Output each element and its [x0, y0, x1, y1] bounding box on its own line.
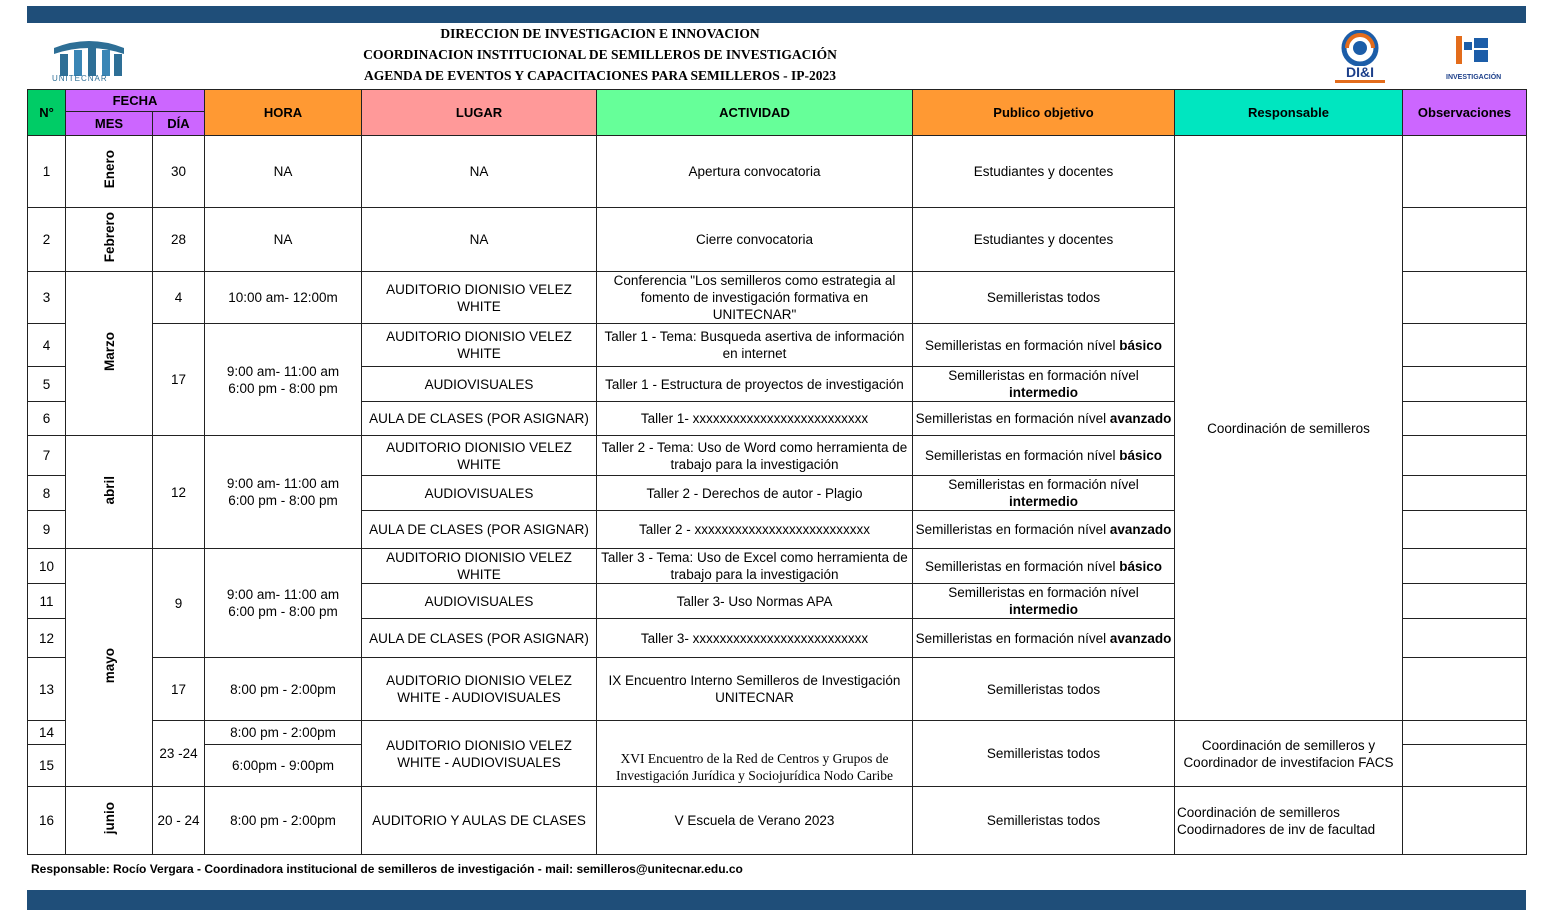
unitecnar-logo [50, 36, 128, 86]
row-num: 4 [28, 324, 66, 367]
row-observaciones [1403, 745, 1527, 787]
month-label: junio [101, 802, 117, 835]
row-hora-1: 9:00 am- 11:00 am [226, 476, 340, 491]
row-publico: Semilleristas en formación nível [915, 522, 1110, 537]
col-dia: DÍA [153, 112, 205, 136]
row-responsable: Coordinación de semilleros y Coordinador de investifacion FACS [1175, 721, 1403, 787]
row-observaciones [1403, 511, 1527, 549]
col-publico: Publico objetivo [913, 90, 1175, 136]
row-observaciones [1403, 436, 1527, 476]
row-observaciones [1403, 208, 1527, 272]
row-num: 15 [28, 745, 66, 787]
row-lugar: AUDIOVISUALES [362, 584, 597, 619]
row-actividad: Taller 1 - Estructura de proyectos de investigación [597, 367, 913, 402]
row-hora-2: 6:00 pm - 8:00 pm [228, 604, 338, 619]
row-hora: 8:00 pm - 2:00pm [205, 787, 362, 855]
row-actividad: Apertura convocatoria [597, 136, 913, 208]
row-observaciones [1403, 549, 1527, 584]
row-responsable-1: Coordinación de semilleros [1177, 804, 1340, 820]
row-lugar: AUDITORIO DIONISIO VELEZ WHITE [362, 549, 597, 584]
row-num: 11 [28, 584, 66, 619]
row-num: 12 [28, 619, 66, 658]
row-dia: 9 [153, 549, 205, 658]
row-dia: 28 [153, 208, 205, 272]
row-num: 10 [28, 549, 66, 584]
row-actividad: Taller 3 - Tema: Uso de Excel como herramienta de trabajo para la investigación [597, 549, 913, 584]
row-num: 16 [28, 787, 66, 855]
row-dia: 30 [153, 136, 205, 208]
row-lugar: AULA DE CLASES (POR ASIGNAR) [362, 402, 597, 436]
row-dia: 4 [153, 272, 205, 324]
row-num: 6 [28, 402, 66, 436]
row-actividad: V Escuela de Verano 2023 [597, 787, 913, 855]
row-observaciones [1403, 272, 1527, 324]
row-lugar: NA [362, 208, 597, 272]
row-num: 5 [28, 367, 66, 402]
row-lugar: AUDITORIO DIONISIO VELEZ WHITE [362, 324, 597, 367]
row-actividad: Taller 2 - Tema: Uso de Word como herramienta de trabajo para la investigación [597, 436, 913, 476]
row-observaciones [1403, 136, 1527, 208]
row-lugar: NA [362, 136, 597, 208]
row-publico: Semilleristas todos [913, 721, 1175, 787]
row-num: 14 [28, 721, 66, 745]
agenda-table [27, 89, 1527, 855]
row-publico: Semilleristas en formación nível [924, 558, 1120, 574]
month-label: Enero [101, 150, 117, 189]
dii-logo-text: DI&I [1335, 64, 1385, 83]
row-nivel: básico [1119, 337, 1163, 353]
row-nivel: básico [1119, 558, 1163, 574]
month-label: mayo [101, 647, 117, 684]
semilleros-logo-text: INVESTIGACIÓN [1446, 74, 1502, 81]
row-publico: Estudiantes y docentes [913, 208, 1175, 272]
row-actividad: Taller 3- xxxxxxxxxxxxxxxxxxxxxxxxxx [597, 619, 913, 658]
row-actividad: Taller 2 - Derechos de autor - Plagio [597, 476, 913, 511]
row-actividad: Taller 3- Uso Normas APA [597, 584, 913, 619]
col-num: N° [28, 90, 66, 136]
row-publico: Estudiantes y docentes [913, 136, 1175, 208]
row-nivel: intermedio [1008, 602, 1078, 617]
col-actividad: ACTIVIDAD [597, 90, 913, 136]
row-publico: Semilleristas en formación nível [924, 337, 1120, 353]
month-label: abril [101, 475, 117, 505]
row-lugar: AUDITORIO DIONISIO VELEZ WHITE [362, 272, 597, 324]
table-row [28, 721, 1527, 745]
row-actividad: Cierre convocatoria [597, 208, 913, 272]
row-hora: NA [205, 208, 362, 272]
row-hora: 8:00 pm - 2:00pm [205, 721, 362, 745]
row-observaciones [1403, 658, 1527, 721]
row-lugar: AUDIOVISUALES [362, 367, 597, 402]
row-hora: 6:00pm - 9:00pm [205, 745, 362, 787]
col-fecha: FECHA [66, 90, 205, 112]
row-publico: Semilleristas todos [913, 658, 1175, 721]
row-publico: Semilleristas en formación nível [948, 585, 1139, 600]
row-publico: Semilleristas en formación nível [915, 411, 1110, 426]
row-actividad: XVI Encuentro de la Red de Centros y Grupos de Investigación Jurídica y Sociojurídica Nodo Caribe [597, 721, 913, 787]
row-dia: 12 [153, 436, 205, 549]
row-actividad: Conferencia "Los semilleros como estrategia al fomento de investigación formativa en UNITECNAR" [597, 272, 913, 324]
row-observaciones [1403, 476, 1527, 511]
row-dia: 23 -24 [153, 721, 205, 787]
row-responsable-2: Coodirnadores de inv de facultad [1177, 821, 1376, 837]
row-publico: Semilleristas en formación nível [948, 477, 1139, 492]
month-label: Febrero [101, 212, 117, 263]
row-observaciones [1403, 619, 1527, 658]
row-lugar: AULA DE CLASES (POR ASIGNAR) [362, 619, 597, 658]
row-observaciones [1403, 324, 1527, 367]
row-num: 8 [28, 476, 66, 511]
row-hora-1: 9:00 am- 11:00 am [226, 363, 340, 379]
row-hora-2: 6:00 pm - 8:00 pm [228, 493, 338, 508]
bottom-band [27, 890, 1526, 910]
col-hora: HORA [205, 90, 362, 136]
col-mes: MES [66, 112, 153, 136]
header-line-1: DIRECCION DE INVESTIGACION E INNOVACION [440, 26, 760, 41]
row-hora: 8:00 pm - 2:00pm [205, 658, 362, 721]
col-lugar: LUGAR [362, 90, 597, 136]
row-nivel: intermedio [1008, 494, 1078, 509]
row-actividad: Taller 1 - Tema: Busqueda asertiva de información en internet [597, 324, 913, 367]
row-num: 1 [28, 136, 66, 208]
row-lugar: AUDITORIO DIONISIO VELEZ WHITE - AUDIOVISUALES [362, 721, 597, 787]
row-dia: 20 - 24 [153, 787, 205, 855]
table-row [28, 136, 1527, 208]
row-responsable: Coordinación de semilleros [1175, 136, 1403, 721]
unitecnar-logo-text: UNITECNAR [52, 74, 108, 83]
month-label: Marzo [101, 331, 117, 371]
row-publico: Semilleristas en formación nível [924, 448, 1120, 463]
row-publico: Semilleristas todos [913, 272, 1175, 324]
header-line-3: AGENDA DE EVENTOS Y CAPACITACIONES PARA SEMILLEROS - IP-2023 [363, 68, 837, 83]
row-lugar: AUDIOVISUALES [362, 476, 597, 511]
row-hora-2: 6:00 pm - 8:00 pm [228, 380, 338, 396]
row-publico: Semilleristas en formación nível [948, 368, 1139, 383]
col-observaciones: Observaciones [1403, 90, 1527, 136]
row-num: 2 [28, 208, 66, 272]
row-num: 3 [28, 272, 66, 324]
row-lugar: AUDITORIO DIONISIO VELEZ WHITE [362, 436, 597, 476]
top-band [27, 6, 1526, 23]
row-lugar: AUDITORIO DIONISIO VELEZ WHITE - AUDIOVISUALES [362, 658, 597, 721]
dii-logo [1333, 30, 1387, 84]
row-observaciones [1403, 402, 1527, 436]
row-publico: Semilleristas en formación nível [915, 630, 1110, 646]
footer-responsable-note: Responsable: Rocío Vergara - Coordinadora institucional de semilleros de investigación - mail: semilleros@unitecnar.edu.co [31, 862, 743, 876]
row-observaciones [1403, 584, 1527, 619]
semilleros-logo [1446, 32, 1500, 84]
row-hora: NA [205, 136, 362, 208]
row-observaciones [1403, 367, 1527, 402]
row-observaciones [1403, 721, 1527, 745]
row-nivel: avanzado [1109, 411, 1172, 426]
row-num: 7 [28, 436, 66, 476]
row-nivel: avanzado [1109, 522, 1172, 537]
table-row [28, 787, 1527, 855]
row-publico: Semilleristas todos [913, 787, 1175, 855]
row-nivel: básico [1119, 448, 1163, 463]
row-nivel: intermedio [1008, 385, 1078, 400]
row-num: 13 [28, 658, 66, 721]
row-actividad: IX Encuentro Interno Semilleros de Investigación UNITECNAR [597, 658, 913, 721]
header-line-2: COORDINACION INSTITUCIONAL DE SEMILLEROS DE INVESTIGACIÓN [363, 47, 837, 62]
col-responsable: Responsable [1175, 90, 1403, 136]
row-hora: 10:00 am- 12:00m [205, 272, 362, 324]
row-lugar: AULA DE CLASES (POR ASIGNAR) [362, 511, 597, 549]
row-hora-1: 9:00 am- 11:00 am [226, 587, 340, 602]
row-lugar: AUDITORIO Y AULAS DE CLASES [362, 787, 597, 855]
row-num: 9 [28, 511, 66, 549]
row-dia: 17 [153, 658, 205, 721]
row-actividad: Taller 2 - xxxxxxxxxxxxxxxxxxxxxxxxxx [597, 511, 913, 549]
row-actividad: Taller 1- xxxxxxxxxxxxxxxxxxxxxxxxxx [597, 402, 913, 436]
row-nivel: avanzado [1109, 630, 1172, 646]
row-observaciones [1403, 787, 1527, 855]
row-dia: 17 [153, 324, 205, 436]
